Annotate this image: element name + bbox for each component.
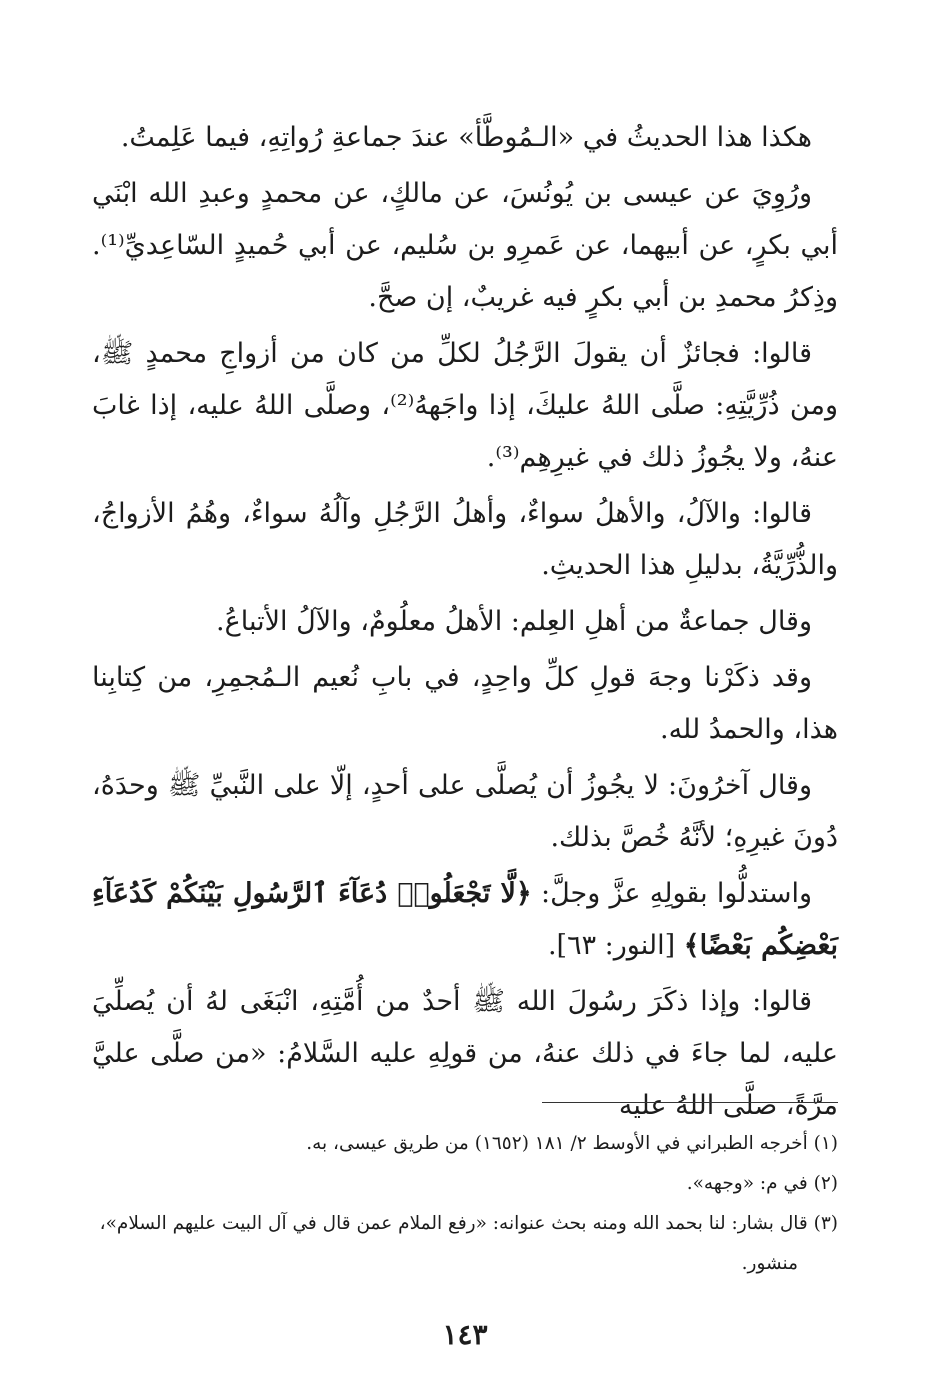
verse-intro: واستدلُّوا بقولِهِ عزَّ وجلَّ:	[540, 878, 812, 909]
footnote-2: (٢) في م: «وجهه».	[686, 1173, 838, 1194]
book-page	[92, 112, 838, 1352]
page-number: ١٤٣	[442, 1318, 488, 1351]
paragraph-4: قالوا: والآلُ، والأهلُ سواءٌ، وأهلُ الرَّجُلِ وآلُهُ سواءٌ، وهُمُ الأزواجُ، والذُّرِّيَّةُ، بدليلِ هذا الحديثِ.	[92, 498, 838, 581]
paragraph-3: قالوا: فجائزٌ أن يقولَ الرَّجُلُ لكلِّ من كان من أزواجِ محمدٍ ﷺ، ومن ذُرِّيَّتِهِ: صلَّى اللهُ عليكَ، إذا واجَههُ⁽²⁾، وصلَّى اللهُ عليه، إذا غابَ عنهُ، ولا يجُوزُ ذلك في غيرِهِم⁽³⁾.	[92, 338, 838, 473]
paragraph-2: ورُوِيَ عن عيسى بن يُونُسَ، عن مالكٍ، عن محمدٍ وعبدِ الله ابْنَي أبي بكرٍ، عن أبيهما، عن عَمرِو بن سُليم، عن أبي حُميدٍ السّاعِديِّ⁽¹⁾. وذِكرُ محمدِ بن أبي بكرٍ فيه غريبٌ، إن صحَّ.	[92, 178, 838, 313]
footnotes	[92, 1124, 838, 1284]
verse-reference: [النور: ٦٣].	[547, 930, 676, 961]
paragraph-6: وقد ذكَرْنا وجهَ قولِ كلِّ واحِدٍ، في بابِ نُعيم الـمُجمِرِ، من كِتابِنا هذا، والحمدُ لله.	[92, 662, 838, 745]
footnote-3: (٣) قال بشار: لنا بحمد الله ومنه بحث عنوانه: «رفع الملام عمن قال في آل البيت عليهم السلام»،	[99, 1213, 838, 1234]
footnote-1: (١) أخرجه الطبراني في الأوسط ٢/ ١٨١ (١٦٥٢) من طريق عيسى، به.	[306, 1133, 838, 1154]
footnote-3-continuation: منشور.	[741, 1253, 798, 1274]
paragraph-5: وقال جماعةٌ من أهلِ العِلم: الأهلُ معلُومٌ، والآلُ الأتباعُ.	[216, 606, 812, 637]
footnote-separator	[542, 1102, 838, 1103]
verse-paragraph	[92, 868, 838, 972]
paragraph-last: قالوا: وإذا ذكَرَ رسُولَ الله ﷺ أحدٌ من أُمَّتِهِ، انْبَغَى لهُ أن يُصلِّيَ عليه، لما جاءَ في ذلك عنهُ، من قولِهِ عليه السَّلامُ: «من صلَّى عليَّ مرَّةً، صلَّى اللهُ عليه	[92, 986, 838, 1121]
paragraph-1: هكذا هذا الحديثُ في «الـمُوطَّأ» عندَ جماعةِ رُواتِهِ، فيما عَلِمتُ.	[120, 122, 812, 153]
main-text	[92, 112, 838, 1132]
quran-verse: ﴿لَّا تَجْعَلُوا۟ دُعَآءَ ٱلرَّسُولِ بَيْنَكُمْ كَدُعَآءِ بَعْضِكُم بَعْضًا﴾	[92, 878, 838, 961]
paragraph-7: وقال آخرُونَ: لا يجُوزُ أن يُصلَّى على أحدٍ، إلّا على النَّبيِّ ﷺ وحدَهُ، دُونَ غيرِهِ؛ لأنَّهُ خُصَّ بذلك.	[92, 770, 838, 853]
